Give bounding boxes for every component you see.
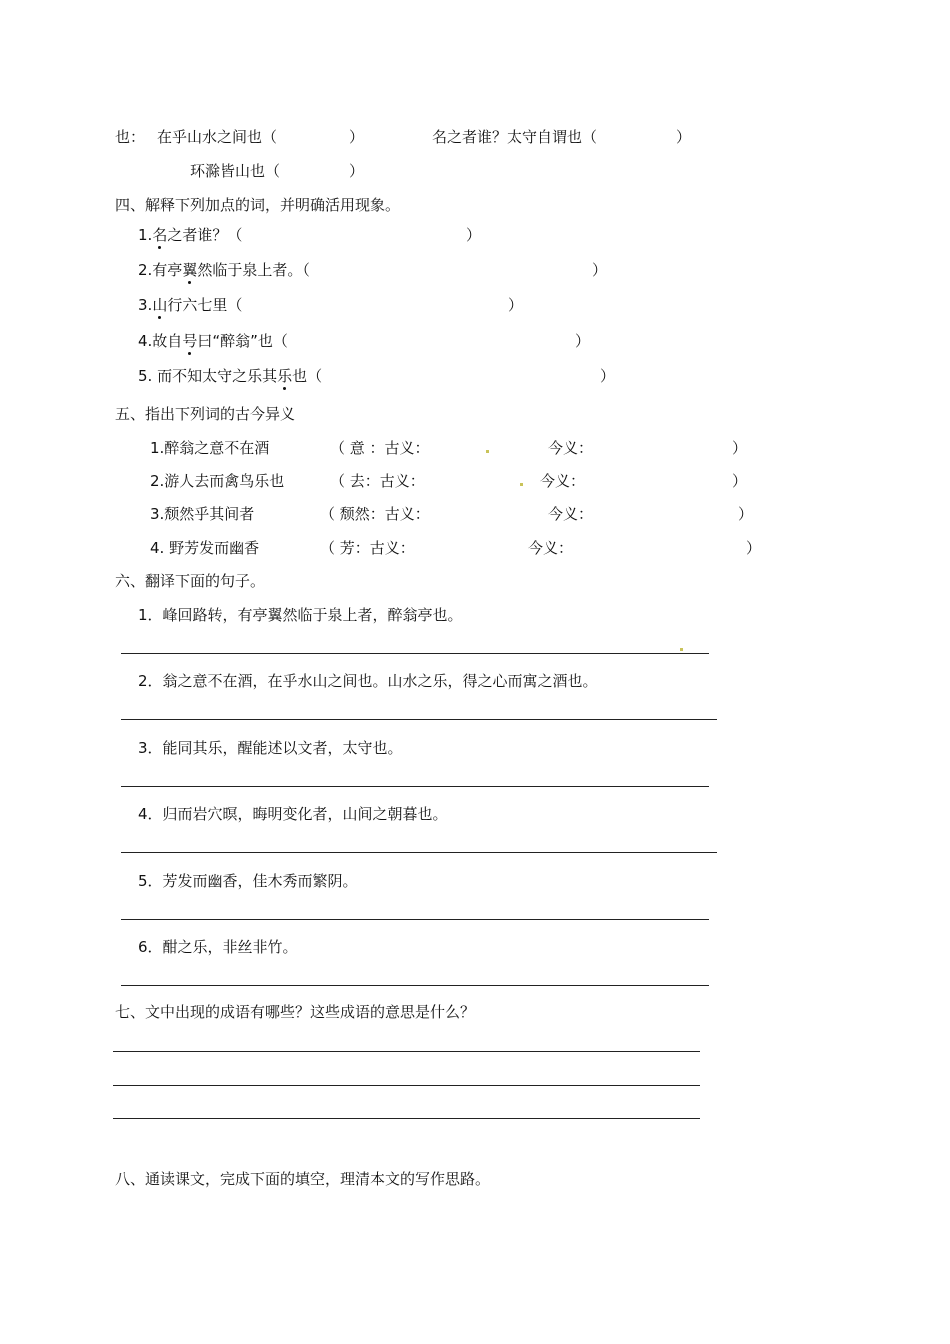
sec5-item-1-close: ） — [732, 439, 748, 457]
sec5-item-4-jin: 今义： — [528, 539, 574, 557]
sec4-item-4-close: ） — [575, 332, 591, 350]
sec5-item-1-jin: 今义： — [548, 439, 594, 457]
emphasis-char: 山 — [152, 296, 168, 314]
sec4-item-5: 5. 而不知太守之乐其乐也（ — [138, 367, 323, 385]
sec6-item-6: 6．酣之乐，非丝非竹。 — [138, 938, 298, 956]
item-c-text: 环滁皆山也（ — [190, 162, 281, 180]
answer-line — [121, 919, 709, 920]
sec5-item-3-word: （ 颓然：古义： — [320, 505, 430, 523]
answer-line — [121, 852, 717, 853]
emphasis-char: 翼 — [182, 261, 198, 279]
answer-line — [113, 1118, 700, 1119]
sec5-item-4-sentence: 4. 野芳发而幽香 — [150, 539, 260, 557]
sec4-item-5-close: ） — [600, 367, 616, 385]
answer-line — [121, 786, 709, 787]
item-a-close: ） — [349, 128, 365, 146]
ink-speck — [520, 483, 523, 486]
sec4-item-2: 2.有亭翼然临于泉上者。（ — [138, 261, 310, 279]
item-c-close: ） — [349, 162, 365, 180]
sec5-heading: 五、指出下列词的古今异义 — [115, 405, 296, 423]
sec6-item-3: 3．能同其乐，醒能述以文者，太守也。 — [138, 739, 403, 757]
sec6-item-2: 2．翁之意不在酒，在乎水山之间也。山水之乐，得之心而寓之酒也。 — [138, 672, 598, 690]
answer-line — [121, 719, 717, 720]
sec5-item-4-close: ） — [746, 539, 762, 557]
sec6-heading: 六、翻译下面的句子。 — [115, 572, 266, 590]
sec4-item-2-close: ） — [592, 261, 608, 279]
sec4-item-4: 4.故自号曰“醉翁”也（ — [138, 332, 288, 350]
sec5-item-3-sentence: 3.颓然乎其间者 — [150, 505, 255, 523]
sec4-item-3: 3.山行六七里（ — [138, 296, 243, 314]
sec5-item-1-word: （ 意 ：古义： — [330, 439, 430, 457]
emphasis-char: 名 — [152, 226, 168, 244]
sec5-item-2-word: （ 去：古义： — [330, 472, 425, 490]
answer-line — [121, 653, 709, 654]
sec5-item-2-sentence: 2.游人去而禽鸟乐也 — [150, 472, 285, 490]
emphasis-char: 乐 — [277, 367, 293, 385]
sec4-item-1-close: ） — [466, 226, 482, 244]
answer-line — [121, 985, 709, 986]
sec6-item-1: 1．峰回路转，有亭翼然临于泉上者，醉翁亭也。 — [138, 606, 463, 624]
sec5-item-2-jin: 今义： — [540, 472, 586, 490]
item-a-text: 在乎山水之间也（ — [157, 128, 278, 146]
ink-speck — [486, 450, 489, 453]
sec6-item-5: 5．芳发而幽香，佳木秀而繁阴。 — [138, 872, 358, 890]
sec8-heading: 八、通读课文，完成下面的填空，理清本文的写作思路。 — [115, 1170, 491, 1188]
sec5-item-3-close: ） — [738, 505, 754, 523]
answer-line — [113, 1085, 700, 1086]
sec4-item-3-close: ） — [508, 296, 524, 314]
sec5-item-4-word: （ 芳：古义： — [320, 539, 415, 557]
emphasis-char: 号 — [182, 332, 198, 350]
sec5-item-2-close: ） — [732, 472, 748, 490]
ye-label: 也： — [115, 128, 146, 146]
item-b-close: ） — [676, 128, 692, 146]
sec4-heading: 四、解释下列加点的词，并明确活用现象。 — [115, 196, 401, 214]
sec6-item-4: 4．归而岩穴暝，晦明变化者，山间之朝暮也。 — [138, 805, 448, 823]
sec5-item-1-sentence: 1.醉翁之意不在酒 — [150, 439, 270, 457]
sec7-heading: 七、文中出现的成语有哪些？这些成语的意思是什么？ — [115, 1003, 476, 1021]
sec5-item-3-jin: 今义： — [548, 505, 594, 523]
answer-line — [113, 1051, 700, 1052]
item-b-text: 名之者谁？太守自谓也（ — [432, 128, 598, 146]
sec4-item-1: 1.名之者谁？（ — [138, 226, 243, 244]
ink-speck — [680, 648, 683, 651]
